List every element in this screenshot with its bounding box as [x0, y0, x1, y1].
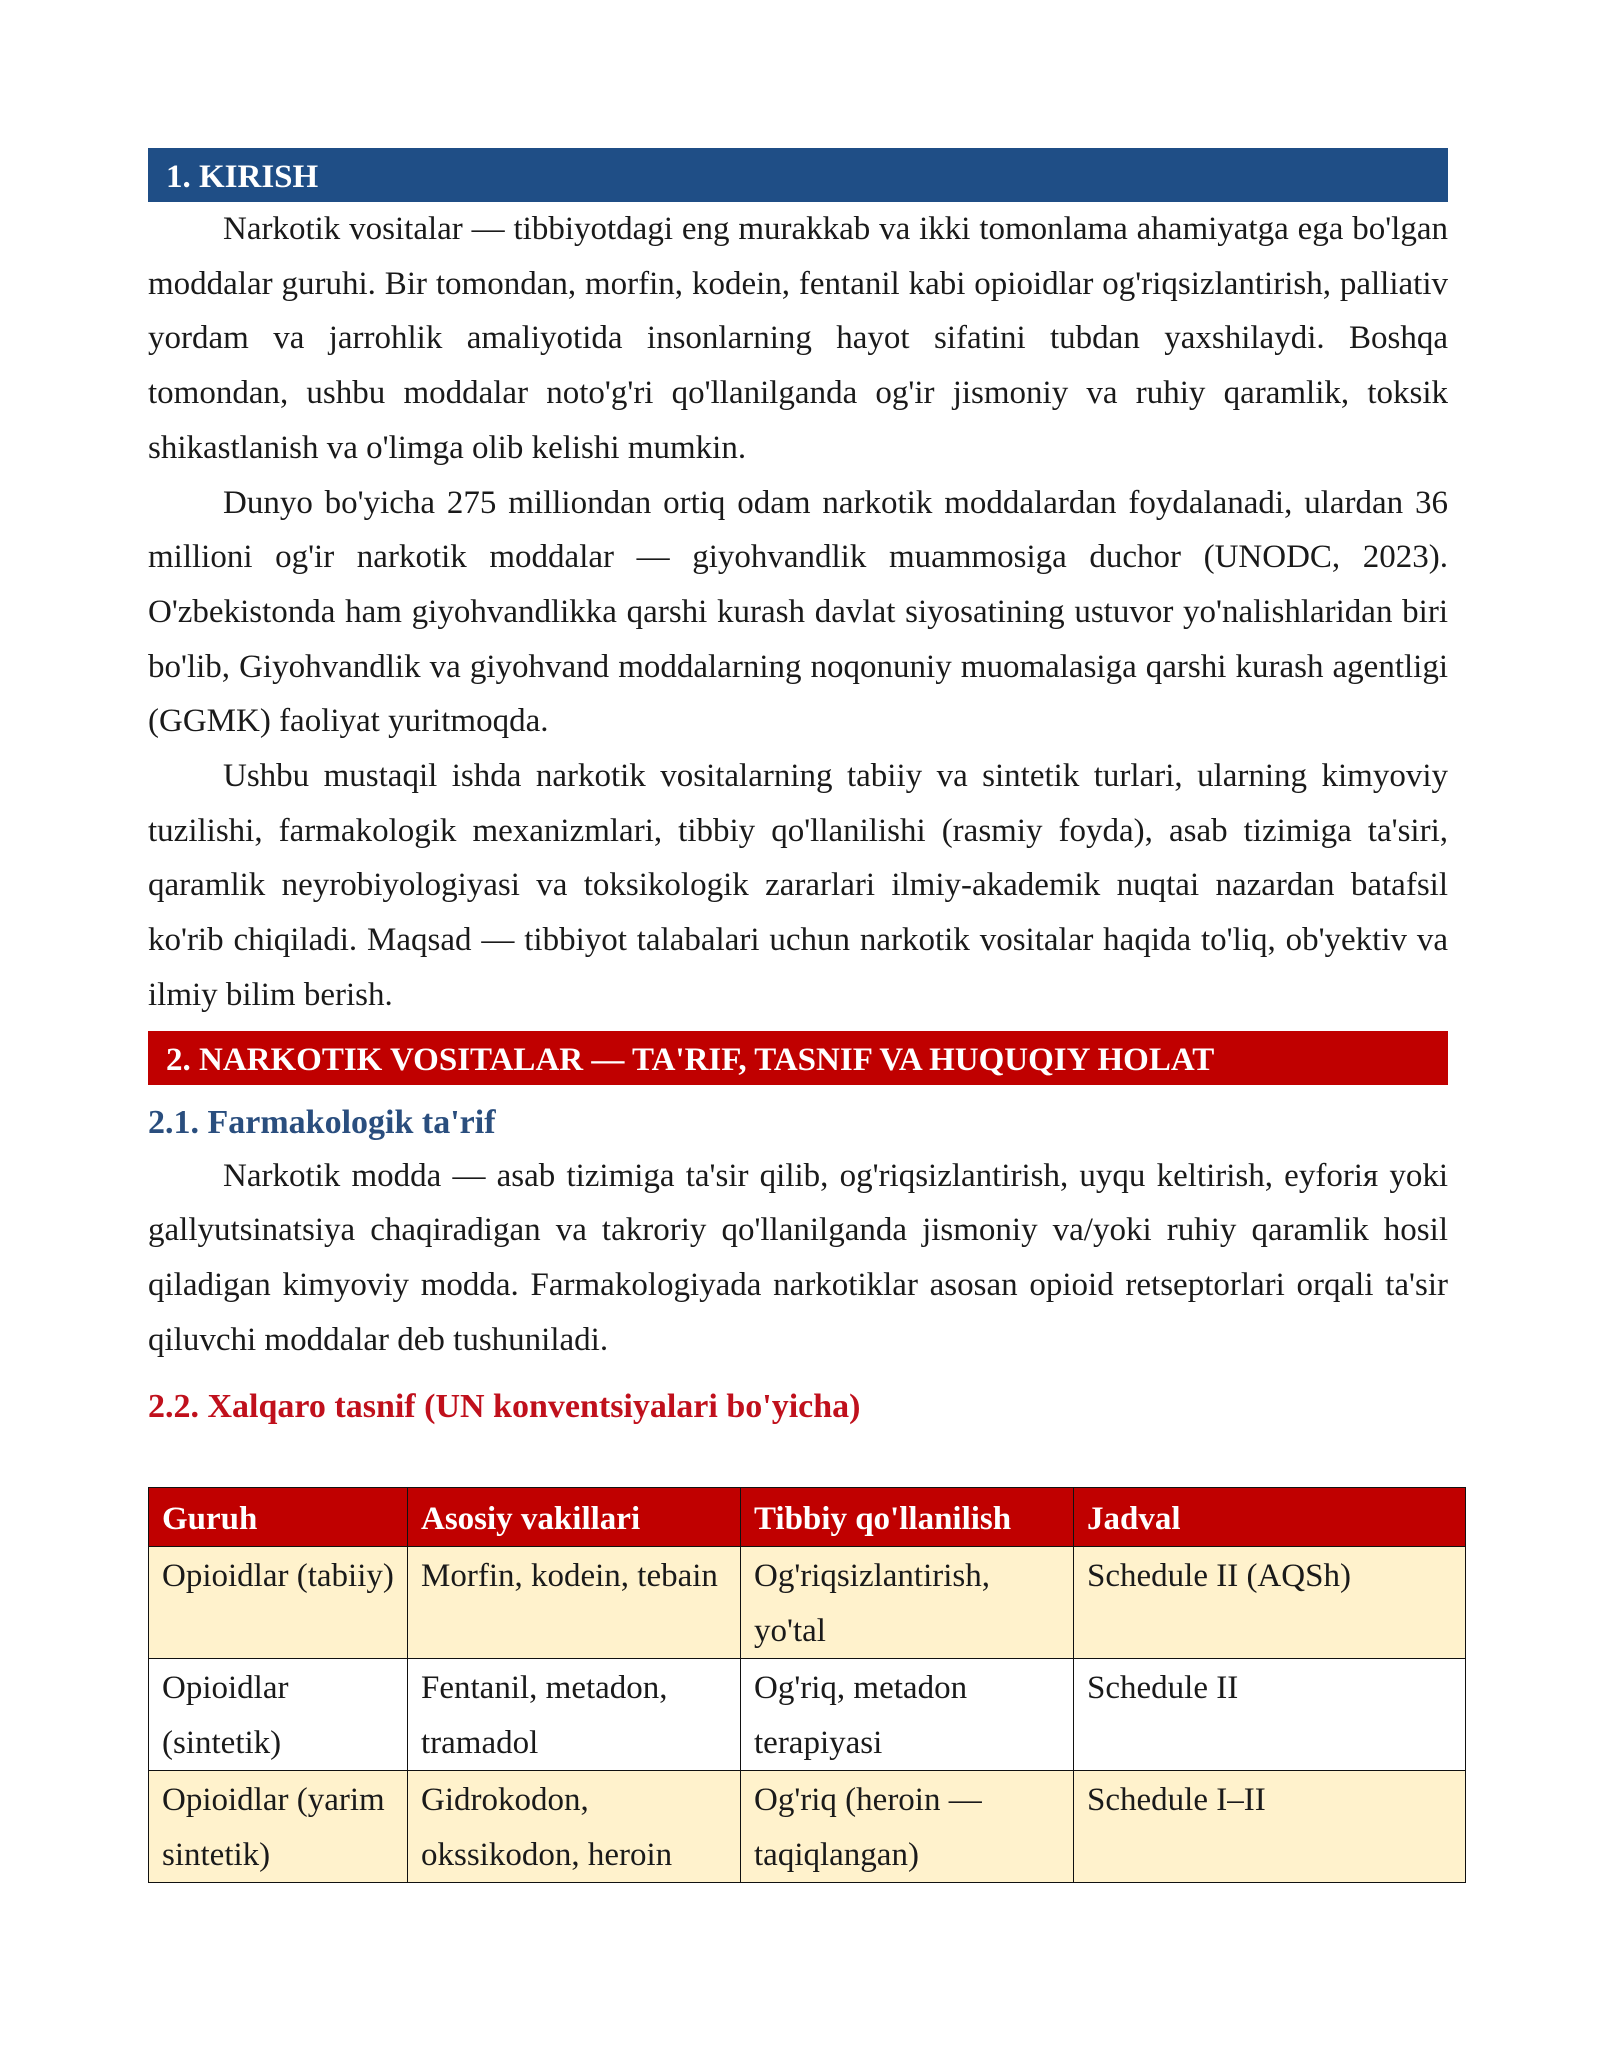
paragraph: Ushbu mustaqil ishda narkotik vositalarning tabiiy va sintetik turlari, ularning kimyoviy tuzilishi, farmakologik mexanizmlari, tibbiy qo'llanilishi (rasmiy foyda), asab tizimiga ta'siri, qaramlik neyrobiyologiyasi va toksikologik zararlari ilmiy-akademik nuqtai nazardan batafsil ko'rib chiqiladi. Maqsad — tibbiyot talabalari uchun narkotik vositalar haqida to'liq, ob'yektiv va ilmiy bilim berish. — [148, 758, 1448, 1013]
column-header: Guruh — [149, 1488, 408, 1547]
paragraph: Narkotik modda — asab tizimiga ta'sir qilib, og'riqsizlantirish, uyqu keltirish, eyforiя yoki gallyutsinatsiya chaqiradigan va takroriy qo'llanilganda jismoniy va/yoki ruhiy qaramlik hosil qiladigan kimyoviy modda. Farmakologiyada narkotiklar asosan opioid retseptorlari orqali ta'sir qiluvchi moddalar deb tushuniladi. — [148, 1157, 1448, 1358]
subheading-international-classification: 2.2. Xalqaro tasnif (UN konventsiyalari bo'yicha) — [148, 1388, 861, 1426]
table-cell: Opioidlar (sintetik) — [149, 1659, 408, 1771]
table-cell: Morfin, kodein, tebain — [408, 1547, 741, 1659]
table-cell: Opioidlar (tabiiy) — [149, 1547, 408, 1659]
table-row — [149, 1771, 1466, 1883]
paragraph: Narkotik vositalar — tibbiyotdagi eng murakkab va ikki tomonlama ahamiyatga ega bo'lgan moddalar guruhi. Bir tomondan, morfin, kodein, fentanil kabi opioidlar og'riqsizlantirish, palliativ yordam va jarrohlik amaliyotida insonlarning hayot sifatini tubdan yaxshilaydi. Boshqa tomondan, ushbu moddalar noto'g'ri qo'llanilganda og'ir jismoniy va ruhiy qaramlik, toksik shikastlanish va o'limga olib kelishi mumkin. — [148, 211, 1448, 466]
table-cell: Og'riq, metadon terapiyasi — [741, 1659, 1074, 1771]
section-heading-narcotics: 2. NARKOTIK VOSITALAR — TA'RIF, TASNIF VA HUQUQIY HOLAT — [148, 1031, 1448, 1085]
table-cell: Og'riq (heroin — taqiqlangan) — [741, 1771, 1074, 1883]
table-cell: Og'riqsizlantirish, yo'tal — [741, 1547, 1074, 1659]
subheading-pharmacological-definition: 2.1. Farmakologik ta'rif — [148, 1103, 496, 1141]
table-cell: Schedule II — [1074, 1659, 1466, 1771]
column-header: Tibbiy qo'llanilish — [741, 1488, 1074, 1547]
table-row — [149, 1547, 1466, 1659]
table-cell: Schedule I–II — [1074, 1771, 1466, 1883]
paragraph: Dunyo bo'yicha 275 milliondan ortiq odam narkotik moddalardan foydalanadi, ulardan 36 millioni og'ir narkotik moddalar — giyohvandlik muammosiga duchor (UNODC, 2023). O'zbekistonda ham giyohvandlikka qarshi kurash davlat siyosatining ustuvor yo'nalishlaridan biri bo'lib, Giyohvandlik va giyohvand moddalarning noqonuniy muomalasiga qarshi kurash agentligi (GGMK) faoliyat yuritmoqda. — [148, 484, 1448, 740]
table-row — [149, 1659, 1466, 1771]
column-header: Jadval — [1074, 1488, 1466, 1547]
table-cell: Schedule II (AQSh) — [1074, 1547, 1466, 1659]
table-cell: Gidrokodon, okssikodon, heroin — [408, 1771, 741, 1883]
column-header: Asosiy vakillari — [408, 1488, 741, 1547]
table-cell: Opioidlar (yarim sintetik) — [149, 1771, 408, 1883]
page-content — [148, 148, 1448, 1883]
table-cell: Fentanil, metadon, tramadol — [408, 1659, 741, 1771]
classification-table — [148, 1487, 1466, 1883]
section-heading-introduction: 1. KIRISH — [148, 148, 1448, 202]
table-header-row — [149, 1488, 1466, 1547]
